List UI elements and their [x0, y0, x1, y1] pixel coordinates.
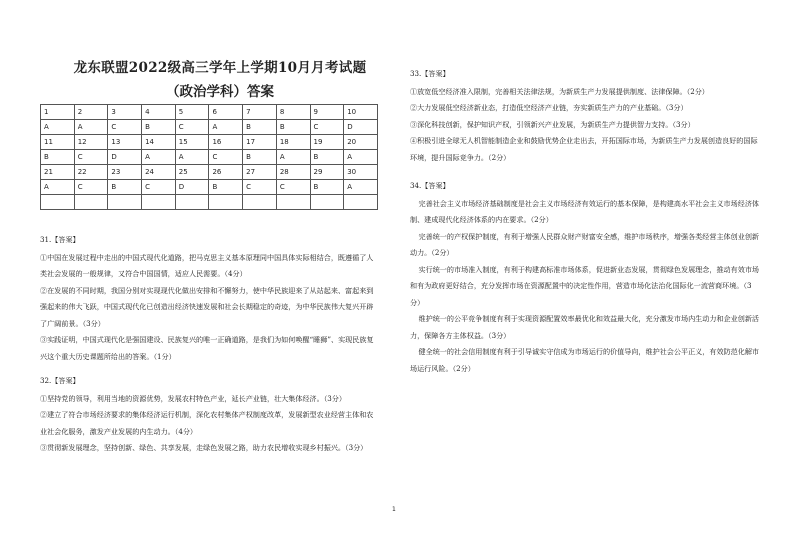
answer-table-cell: C: [276, 180, 310, 195]
answer-table-cell: A: [344, 150, 378, 165]
answer-table-cell: B: [310, 180, 344, 195]
answer-table-cell: A: [142, 150, 176, 165]
page-title: 龙东联盟2022级高三学年上学期10月月考试题: [73, 60, 367, 76]
answer-table-cell: 24: [142, 165, 176, 180]
answer-table-cell: [175, 195, 209, 210]
answer-34-head: 34.【答案】: [410, 181, 450, 190]
answer-table-cell: 7: [243, 105, 277, 120]
answer-table-cell: 20: [344, 135, 378, 150]
answer-table-cell: 18: [276, 135, 310, 150]
answer-34-item-1: 完善社会主义市场经济基础制度是社会主义市场经济有效运行的基本保障，是构建高水平社会主义市场经济体制、建成现代化经济体系的内在要求。（2分）: [410, 198, 760, 224]
answer-34-item-3: 实行统一的市场准入制度，有利于构建高标准市场体系，促进新业态发展，贯彻绿色发展理念，推动有效市场和有为政府更好结合，充分发挥市场在资源配置中的决定性作用，营造市场化法治化国际化一流营商环境。（3分）: [410, 264, 760, 307]
answer-table-cell: 1: [41, 105, 75, 120]
answer-table-cell: D: [108, 150, 142, 165]
answer-table-cell: [243, 195, 277, 210]
answer-table-cell: [276, 195, 310, 210]
answer-31-head: 31.【答案】: [40, 235, 80, 244]
page-subtitle: （政治学科）答案: [166, 84, 274, 100]
answer-table-cell: 26: [209, 165, 243, 180]
answer-34: [410, 178, 760, 377]
answer-31-item-2: ②在发展的不同时期，我国分别对实现现代化做出安排和不懈努力，使中华民族迎来了从站起来、富起来到强起来的伟大飞跃，中国式现代化已创造出经济快速发展和社会长期稳定的奇迹，为中华民族伟大复兴开辟了广阔前景。（3分）: [40, 285, 374, 328]
answer-table-row: [41, 135, 378, 150]
answer-table-cell: 21: [41, 165, 75, 180]
answer-table-cell: 6: [209, 105, 243, 120]
answer-34-item-2: 完善统一的产权保护制度，有利于增强人民群众财产财富安全感，维护市场秩序，增强各类经营主体创业创新动力。（2分）: [410, 231, 760, 257]
answer-table-cell: C: [74, 150, 108, 165]
answer-table-cell: 28: [276, 165, 310, 180]
answer-table-cell: 10: [344, 105, 378, 120]
answer-32-head: 32.【答案】: [40, 376, 80, 385]
answer-33-item-2: ②大力发展低空经济新业态，打造低空经济产业链，夯实新质生产力的产业基础。（3分）: [410, 103, 688, 112]
answer-31-item-3: ③实践证明，中国式现代化是强国建设、民族复兴的唯一正确道路，是我们为如何唤醒“睡狮”、实现民族复兴这个重大历史课题所给出的答案。（1分）: [40, 335, 374, 361]
answer-table-cell: [41, 195, 75, 210]
answer-33: [410, 66, 760, 166]
answer-table-cell: C: [175, 120, 209, 135]
answer-table-cell: 15: [175, 135, 209, 150]
answer-table-cell: [108, 195, 142, 210]
answer-table-cell: C: [243, 180, 277, 195]
answer-table-cell: B: [243, 150, 277, 165]
answer-table-cell: 30: [344, 165, 378, 180]
answer-table-cell: A: [344, 180, 378, 195]
answer-table-cell: 25: [175, 165, 209, 180]
answer-table: [40, 104, 378, 210]
answer-table-cell: B: [243, 120, 277, 135]
answer-31: [40, 232, 380, 365]
answer-table-cell: 29: [310, 165, 344, 180]
answer-table-cell: D: [175, 180, 209, 195]
answer-table-cell: C: [209, 150, 243, 165]
answer-table-cell: 13: [108, 135, 142, 150]
answer-33-head: 33.【答案】: [410, 69, 450, 78]
answer-table-row: [41, 105, 378, 120]
answer-table-cell: C: [142, 180, 176, 195]
answer-table-cell: A: [41, 180, 75, 195]
page-number: 1: [392, 506, 396, 513]
answer-table-cell: 4: [142, 105, 176, 120]
answer-table-cell: C: [74, 180, 108, 195]
answer-table-cell: [74, 195, 108, 210]
answer-table-cell: [310, 195, 344, 210]
answer-table-cell: [142, 195, 176, 210]
answer-table-cell: B: [276, 120, 310, 135]
answer-table-cell: [209, 195, 243, 210]
answer-table-cell: A: [74, 120, 108, 135]
answer-32-item-2: ②建立了符合市场经济要求的集体经济运行机制，深化农村集体产权制度改革，发展新型农业经营主体和农业社会化服务，激发产业发展的内生动力。（4分）: [40, 410, 374, 436]
answer-table-cell: B: [41, 150, 75, 165]
answer-32-item-1: ①坚持党的领导，利用当地的资源优势，发展农村特色产业，延长产业链，壮大集体经济。（3分）: [40, 393, 346, 403]
answer-table-cell: C: [108, 120, 142, 135]
answer-table-cell: A: [276, 150, 310, 165]
answer-table-cell: B: [108, 180, 142, 195]
answer-table-cell: 2: [74, 105, 108, 120]
answer-table-cell: [344, 195, 378, 210]
answer-table-cell: 12: [74, 135, 108, 150]
answer-table-cell: 11: [41, 135, 75, 150]
answer-table-cell: 3: [108, 105, 142, 120]
answer-table-row: [41, 195, 378, 210]
answer-33-item-1: ①放宽低空经济准入限制，完善相关法律法规，为新质生产力发展提供制度、法律保障。（2分）: [410, 86, 709, 96]
answer-table-row: [41, 150, 378, 165]
answer-34-item-5: 健全统一的社会信用制度有利于引导诚实守信成为市场运行的价值导向，维护社会公平正义，有效防范化解市场运行风险。（2分）: [410, 347, 760, 373]
answer-table-cell: 16: [209, 135, 243, 150]
answer-table-cell: D: [344, 120, 378, 135]
answer-32: [40, 373, 380, 457]
answer-table-body: [41, 105, 378, 210]
answer-table-cell: 5: [175, 105, 209, 120]
answer-table-cell: 22: [74, 165, 108, 180]
answer-table-cell: A: [41, 120, 75, 135]
answer-table-cell: A: [209, 120, 243, 135]
answer-table-cell: 14: [142, 135, 176, 150]
answer-table-cell: B: [310, 150, 344, 165]
answer-table-cell: 27: [243, 165, 277, 180]
answer-table-row: [41, 165, 378, 180]
answer-table-row: [41, 180, 378, 195]
answer-32-item-3: ③贯彻新发展理念，坚持创新、绿色、共享发展，走绿色发展之路，助力农民增收实现乡村振兴。（3分）: [40, 443, 368, 452]
answer-table-cell: 23: [108, 165, 142, 180]
answer-table-cell: B: [209, 180, 243, 195]
answer-table-cell: C: [310, 120, 344, 135]
answer-table-cell: B: [142, 120, 176, 135]
answer-table-cell: A: [175, 150, 209, 165]
answer-33-item-4: ④积极引进全球无人机智能制造企业和鼓励优势企业走出去，开拓国际市场，为新质生产力发展创造良好的国际环境，提升国际竞争力。（2分）: [410, 136, 758, 162]
answer-34-item-4: 维护统一的公平竞争制度有利于实现资源配置效率最优化和效益最大化，充分激发市场内生动力和企业创新活力，保障各方主体权益。（3分）: [410, 314, 760, 340]
answer-table-cell: 9: [310, 105, 344, 120]
answer-31-item-1: ①中国在发展过程中走出的中国式现代化道路，把马克思主义基本原理同中国具体实际相结合，既遵循了人类社会发展的一般规律，又符合中国国情，适应人民需要。（4分）: [40, 252, 374, 278]
answer-table-cell: 19: [310, 135, 344, 150]
answer-table-cell: 8: [276, 105, 310, 120]
answer-table-cell: 17: [243, 135, 277, 150]
answer-table-row: [41, 120, 378, 135]
answer-33-item-3: ③深化科技创新，保护知识产权，引领新兴产业发展，为新质生产力提供智力支持。（3分）: [410, 119, 695, 129]
